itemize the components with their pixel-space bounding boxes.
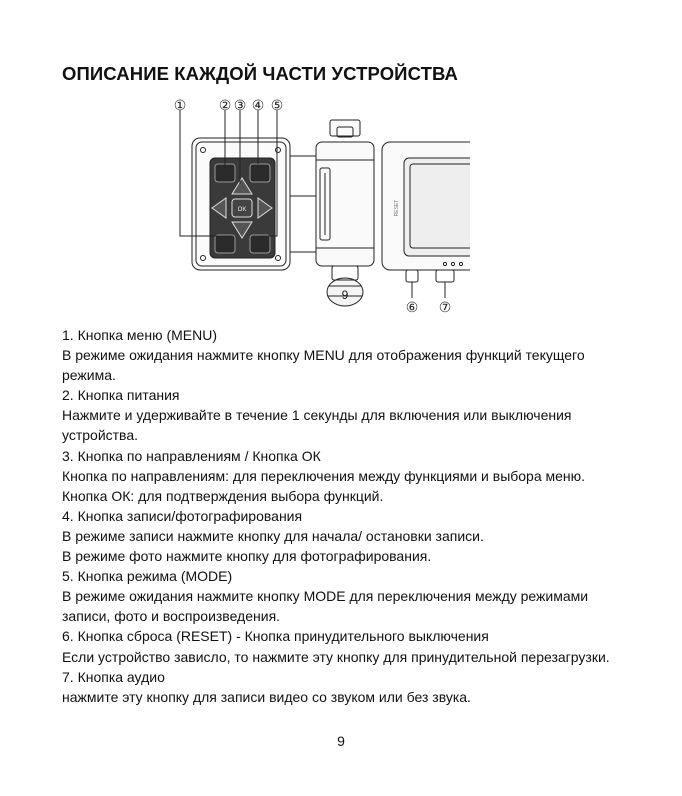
text-line: В режиме ожидания нажмите кнопку MENU для отображения функций текущего [62,347,585,364]
text-line: 3. Кнопка по направлениям / Кнопка ОК [62,447,321,464]
device-diagram [170,98,470,320]
reset-button [406,270,418,282]
audio-button [436,270,454,282]
callout-3: ③ [233,98,247,113]
text-line: режима. [62,367,116,384]
text-line: Нажмите и удерживайте в течение 1 секунды для включения или выключения [62,407,572,424]
mode-button [250,235,270,253]
callout-7: ⑦ [438,299,452,315]
text-line: 2. Кнопка питания [62,387,180,404]
text-line: Если устройство зависло, то нажмите эту кнопку для принудительной перезагрузки. [62,648,610,665]
lcd-screen [404,158,470,256]
text-line: записи, фото и воспроизведения. [62,608,281,625]
text-line: Кнопка ОК: для подтверждения выбора функций. [62,487,384,504]
power-button [250,164,270,182]
callout-2: ② [218,98,232,113]
record-button [215,235,235,253]
text-line: В режиме фото нажмите кнопку для фотографирования. [62,548,432,565]
text-line: устройства. [62,427,139,444]
page-title: ОПИСАНИЕ КАЖДОЙ ЧАСТИ УСТРОЙСТВА [62,63,458,84]
text-line: 1. Кнопка меню (MENU) [62,327,218,343]
callout-1: ① [173,98,187,113]
page-number: 9 [337,733,345,749]
text-line: 4. Кнопка записи/фотографирования [62,507,303,524]
callout-5: ⑤ [270,98,284,113]
ok-label: OK [237,207,247,213]
text-line: В режиме записи нажмите кнопку для начала/ остановки записи. [62,527,484,544]
hinge-top [330,120,360,136]
text-line: 6. Кнопка сброса (RESET) - Кнопка принудительного выключения [62,628,489,645]
instructions-text [62,325,662,707]
callout-6: ⑥ [405,299,419,315]
lens-number: 9 [341,288,349,302]
text-line: 7. Кнопка аудио [62,668,165,685]
text-line: Кнопка по направлениям: для переключения между функциями и выбора меню. [62,467,586,484]
text-line: 5. Кнопка режима (MODE) [62,568,233,585]
callout-4: ④ [251,98,265,113]
text-line: В режиме ожидания нажмите кнопку MODE для переключения между режимами [62,588,589,605]
side-label: RESET [394,199,400,217]
text-line: нажмите эту кнопку для записи видео со звуком или без звука. [62,688,471,705]
